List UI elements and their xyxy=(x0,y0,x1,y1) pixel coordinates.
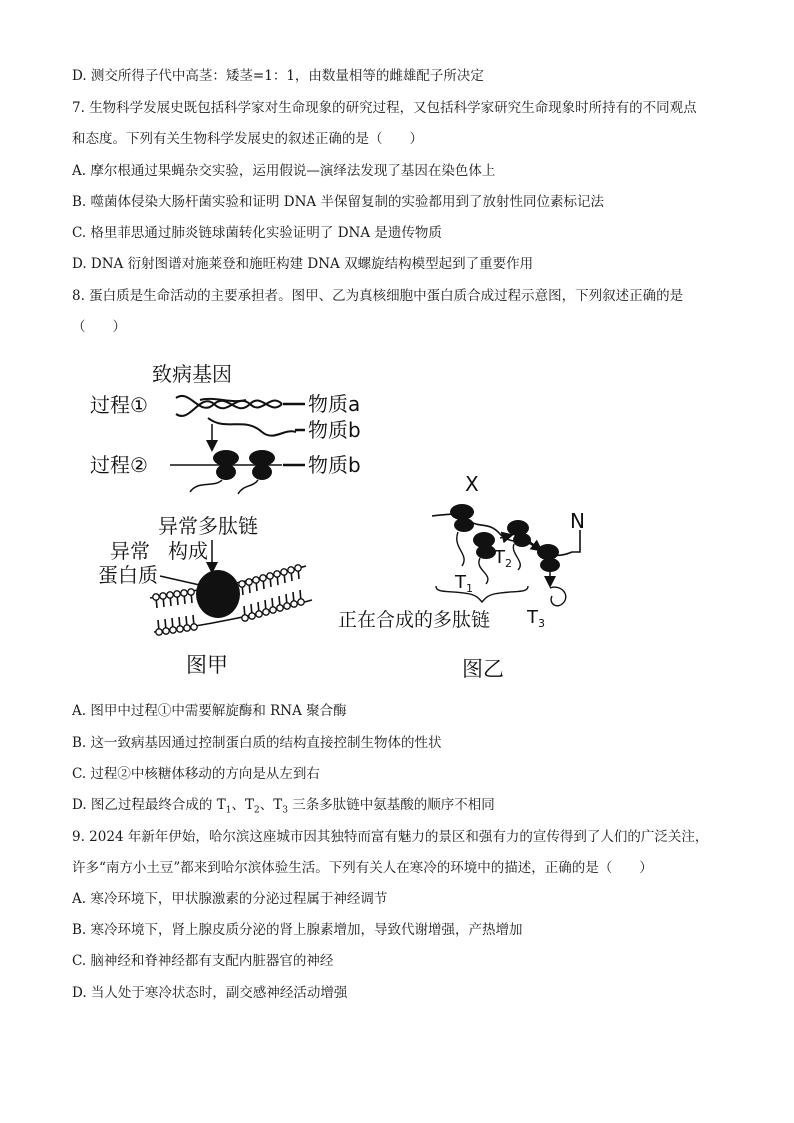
abnormal-protein-blob xyxy=(196,570,240,618)
label-protein: 蛋白质 xyxy=(98,563,158,587)
q7-option-d: D. DNA 衍射图谱对施莱登和施旺构建 DNA 双螺旋结构模型起到了重要作用 xyxy=(72,256,534,272)
figure-jia xyxy=(90,362,361,677)
label-abnormal: 异常 xyxy=(110,539,150,563)
q7-stem-line1: 7. 生物科学发展史既包括科学家对生命现象的研究过程，又包括科学家研究生命现象时所持有的不同观点 xyxy=(72,100,697,116)
q9-stem-line2: 许多“南方小土豆”都来到哈尔滨体验生活。下列有关人在寒冷的环境中的描述，正确的是（ ） xyxy=(72,860,653,876)
q8-option-d: D. 图乙过程最终合成的 $T_1$、$T_2$、$T_3$ 三条多肽链中氨基酸的顺序不相同 xyxy=(72,797,495,816)
figure-yi xyxy=(338,472,585,681)
label-synthesizing-peptide: 正在合成的多肽链 xyxy=(338,609,491,631)
label-abnormal-peptide: 异常多肽链 xyxy=(158,514,258,538)
ribosome-t1 xyxy=(450,504,474,532)
ribosome-t2-b xyxy=(507,520,531,547)
label-pathogenic-gene: 致病基因 xyxy=(152,362,232,386)
label-n: N xyxy=(570,509,585,533)
label-substance-b-1: 物质b xyxy=(308,418,361,442)
q9-stem-line1: 9. 2024 年新年伊始，哈尔滨这座城市因其独特而富有魅力的景区和强有力的宣传得到了人们的广泛关注， xyxy=(72,829,709,845)
q9-option-a: A. 寒冷环境下，甲状腺激素的分泌过程属于神经调节 xyxy=(72,891,388,907)
q8-stem-line2: （ ） xyxy=(72,319,126,335)
q7-option-b: B. 噬菌体侵染大肠杆菌实验和证明 DNA 半保留复制的实验都用到了放射性同位素标记法 xyxy=(72,194,604,210)
label-x: X xyxy=(465,472,479,496)
q9-option-b: B. 寒冷环境下，肾上腺皮质分泌的肾上腺素增加，导致代谢增强，产热增加 xyxy=(72,922,523,938)
q7-stem-line2: 和态度。下列有关生物科学发展史的叙述正确的是（ ） xyxy=(72,131,423,147)
q8-option-c: C. 过程②中核糖体移动的方向是从左到右 xyxy=(72,766,320,782)
q7-option-c: C. 格里菲思通过肺炎链球菌转化实验证明了 DNA 是遗传物质 xyxy=(72,225,442,241)
q8-option-b: B. 这一致病基因通过控制蛋白质的结构直接控制生物体的性状 xyxy=(72,735,442,751)
q8-stem-line1: 8. 蛋白质是生命活动的主要承担者。图甲、乙为真核细胞中蛋白质合成过程示意图，下列叙述正确的是 xyxy=(72,288,684,304)
ribosome-t2-a xyxy=(473,532,496,559)
q6-option-d: D. 测交所得子代中高茎：矮茎=1：1，由数量相等的雌雄配子所决定 xyxy=(72,68,484,84)
caption-figure-yi: 图乙 xyxy=(462,657,504,681)
brace xyxy=(436,586,528,602)
label-t2: $T_2$ xyxy=(494,547,512,570)
label-process-1: 过程① xyxy=(90,393,148,417)
caption-figure-jia: 图甲 xyxy=(186,653,228,677)
label-process-2: 过程② xyxy=(90,453,148,477)
label-t3: $T_3$ xyxy=(527,607,545,630)
label-substance-a: 物质a xyxy=(308,392,361,416)
q9-option-c: C. 脑神经和脊神经都有支配内脏器官的神经 xyxy=(72,953,334,969)
q7-option-a: A. 摩尔根通过果蝇杂交实验，运用假说—演绎法发现了基因在染色体上 xyxy=(72,163,496,179)
ribosome-t3 xyxy=(537,544,560,572)
label-t1: $T_1$ xyxy=(455,572,473,595)
q8-option-a: A. 图甲中过程①中需要解旋酶和 RNA 聚合酶 xyxy=(72,703,347,719)
label-compose: 构成 xyxy=(168,539,208,563)
label-substance-b-2: 物质b xyxy=(308,453,361,477)
q9-option-d: D. 当人处于寒冷状态时，副交感神经活动增强 xyxy=(72,985,348,1001)
dna-helix xyxy=(176,396,296,436)
